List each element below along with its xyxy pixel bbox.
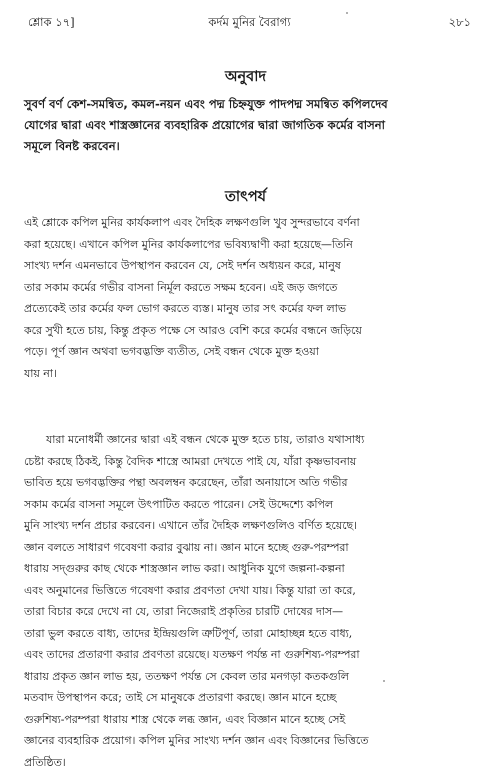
text-line: সকাম কর্মের বাসনা সমূলে উৎপাটিত করতে পারেন। সেই উদ্দেশ্যে কপিল <box>24 494 475 516</box>
text-line: করা হয়েছে। এখানে কপিল মুনির কার্যকলাপের ভবিষ্যদ্বাণী করা হয়েছে—তিনি <box>24 234 475 256</box>
translation-line: সমূলে বিনষ্ট করবেন। <box>24 136 475 157</box>
purport-paragraph-2 <box>24 429 475 773</box>
verse-reference: শ্লোক ১৭] <box>28 14 75 33</box>
text-line: তারা ভুল করতে বাধ্য, তাদের ইন্দ্রিয়গুলি ত্রুটিপূর্ণ, তারা মোহাচ্ছন্ন হতে বাধ্য, <box>24 623 475 645</box>
text-line: এবং অনুমানের ভিত্তিতে গবেষণা করার প্রবণতা দেখা যায়। কিন্তু যারা তা করে, <box>24 580 475 602</box>
text-line: এই শ্লোকে কপিল মুনির কার্যকলাপ এবং দৈহিক লক্ষণগুলি খুব সুন্দরভাবে বর্ণনা <box>24 212 475 234</box>
text-line: প্রত্যেকেই তার কর্মের ফল ভোগ করতে ব্যস্ত। মানুষ তার সৎ কর্মের ফল লাভ <box>24 298 475 320</box>
text-line: তার সকাম কর্মের গভীর বাসনা নির্মূল করতে সক্ষম হবেন। এই জড় জগতে <box>24 277 475 299</box>
translation-text <box>24 94 475 157</box>
text-line: মতবাদ উপস্থাপন করে; তাই সে মানুষকে প্রতারণা করছে। জ্ঞান মানে হচ্ছে <box>24 687 475 709</box>
text-line: গুরুশিষ্য-পরম্পরা ধারায় শাস্ত্র থেকে লব্ধ জ্ঞান, এবং বিজ্ঞান মানে হচ্ছে সেই <box>24 709 475 731</box>
text-line: যায় না। <box>24 363 475 385</box>
running-header <box>28 14 471 32</box>
chapter-title: কর্দম মুনির বৈরাগ্য <box>28 14 471 33</box>
text-line: ভাবিত হয়ে ভগবদ্ভক্তির পন্থা অবলম্বন করেছেন, তাঁরা অনায়াসে অতি গভীর <box>24 472 475 494</box>
translation-heading: অনুবাদ <box>0 66 491 90</box>
text-line: যারা মনোধর্মী জ্ঞানের দ্বারা এই বন্ধন থেকে মুক্ত হতে চায়, তারাও যথাসাধ্য <box>24 429 475 451</box>
page-number: ২৮১ <box>449 14 471 33</box>
text-line: পড়ে। পূর্ণ জ্ঞান অথবা ভগবদ্ভক্তি ব্যতীত, সেই বন্ধন থেকে মুক্ত হওয়া <box>24 341 475 363</box>
text-line: ধারায় সদ্গুরুর কাছ থেকে শাস্ত্রজ্ঞান লাভ করা। আধুনিক যুগে জল্পনা-কল্পনা <box>24 558 475 580</box>
text-line: করে সুখী হতে চায়, কিন্তু প্রকৃত পক্ষে সে আরও বেশি করে কর্মের বন্ধনে জড়িয়ে <box>24 320 475 342</box>
print-speck <box>383 680 385 682</box>
text-line: মুনি সাংখ্য দর্শন প্রচার করবেন। এখানে তাঁর দৈহিক লক্ষণগুলিও বর্ণিত হয়েছে। <box>24 515 475 537</box>
text-line: সাংখ্য দর্শন এমনভাবে উপস্থাপন করবেন যে, সেই দর্শন অধ্যয়ন করে, মানুষ <box>24 255 475 277</box>
text-line: ধারায় প্রকৃত জ্ঞান লাভ হয়, ততক্ষণ পর্যন্ত সে কেবল তার মনগড়া কতকগুলি <box>24 666 475 688</box>
text-line: জ্ঞানের ব্যবহারিক প্রয়োগ। কপিল মুনির সাংখ্য দর্শন জ্ঞান এবং বিজ্ঞানের ভিত্তিতে <box>24 730 475 752</box>
translation-line: সুবর্ণ বর্ণ কেশ-সমন্বিত, কমল-নয়ন এবং পদ্ম চিহ্নযুক্ত পাদপদ্ম সমন্বিত কপিলদেব <box>24 94 475 115</box>
text-line: তারা বিচার করে দেখে না যে, তারা নিজেরাই প্রকৃতির চারটি দোষের দাস— <box>24 601 475 623</box>
text-line: জ্ঞান বলতে সাধারণ গবেষণা করার বুঝায় না। জ্ঞান মানে হচ্ছে গুরু-পরম্পরা <box>24 537 475 559</box>
purport-heading: তাৎপর্য <box>0 186 491 210</box>
purport-paragraph-1 <box>24 212 475 384</box>
print-speck <box>346 12 348 14</box>
translation-line: যোগের দ্বারা এবং শাস্ত্রজ্ঞানের ব্যবহারিক প্রয়োগের দ্বারা জাগতিক কর্মের বাসনা <box>24 115 475 136</box>
text-line: চেষ্টা করছে ঠিকই, কিন্তু বৈদিক শাস্ত্রে আমরা দেখতে পাই যে, যাঁরা কৃষ্ণভাবনায় <box>24 451 475 473</box>
text-line: প্রতিষ্ঠিত। <box>24 752 475 773</box>
text-line: এবং তাদের প্রতারণা করার প্রবণতা রয়েছে। যতক্ষণ পর্যন্ত না গুরুশিষ্য-পরম্পরা <box>24 644 475 666</box>
